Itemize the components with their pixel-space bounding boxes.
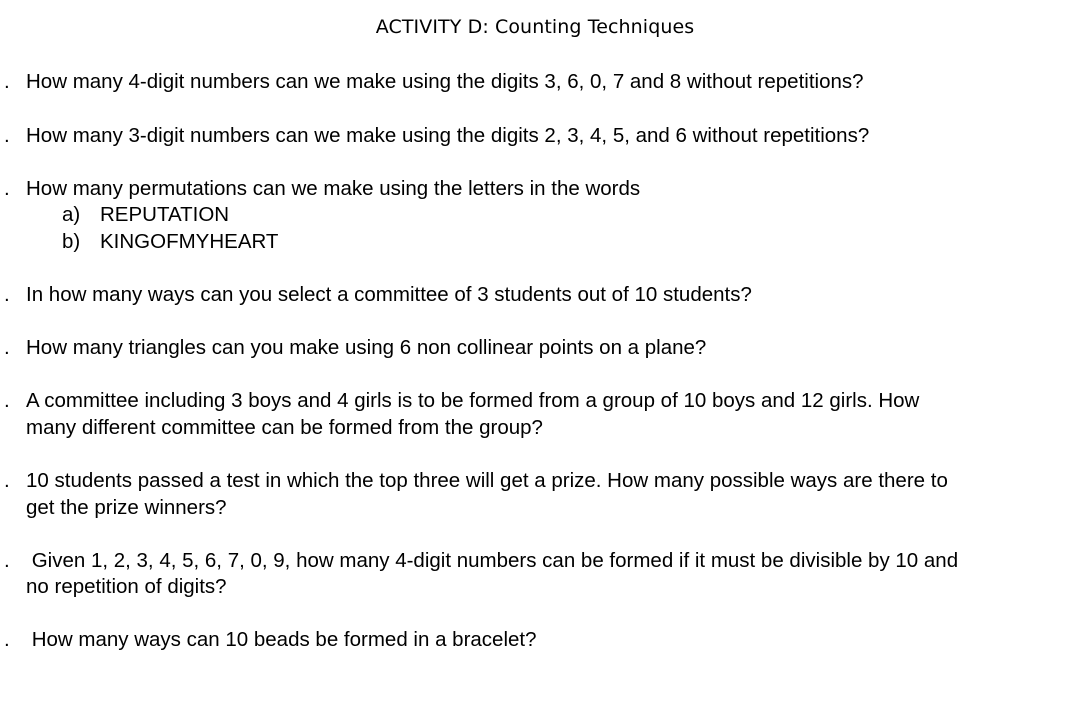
- question-bullet: .: [4, 177, 10, 200]
- question-text: How many 3-digit numbers can we make using the digits 2, 3, 4, 5, and 6 without repetitions?: [26, 124, 870, 147]
- question-bullet: .: [4, 336, 10, 359]
- question-text: 10 students passed a test in which the top three will get a prize. How many possible ways are there to: [26, 469, 948, 492]
- page-title: ACTIVITY D: Counting Techniques: [375, 16, 695, 38]
- sub-item-text: REPUTATION: [100, 203, 230, 226]
- question-bullet: .: [4, 124, 10, 147]
- sub-item-text: KINGOFMYHEART: [100, 230, 279, 253]
- question-text-continued: many different committee can be formed from the group?: [26, 416, 543, 439]
- sub-item-letter: a): [62, 203, 81, 226]
- question-text: How many 4-digit numbers can we make using the digits 3, 6, 0, 7 and 8 without repetitions?: [26, 70, 864, 93]
- sub-item: [62, 229, 278, 256]
- question-text: In how many ways can you select a committee of 3 students out of 10 students?: [26, 283, 752, 306]
- question-bullet: .: [4, 70, 10, 93]
- question-bullet: .: [4, 549, 10, 572]
- sub-item-letter: b): [62, 230, 81, 253]
- question-text: A committee including 3 boys and 4 girls is to be formed from a group of 10 boys and 12 girls. How: [26, 389, 920, 412]
- question-text: How many permutations can we make using the letters in the words: [26, 177, 641, 200]
- question-bullet: .: [4, 469, 10, 492]
- question-text-continued: get the prize winners?: [26, 496, 227, 519]
- question-text-continued: no repetition of digits?: [26, 575, 227, 598]
- question-text: How many triangles can you make using 6 non collinear points on a plane?: [26, 336, 707, 359]
- question-bullet: .: [4, 628, 10, 651]
- sub-item: [62, 202, 229, 229]
- question-text: Given 1, 2, 3, 4, 5, 6, 7, 0, 9, how many 4-digit numbers can be formed if it must be divisible by 10 and: [26, 549, 959, 572]
- question-text: How many ways can 10 beads be formed in a bracelet?: [26, 628, 537, 651]
- question-bullet: .: [4, 389, 10, 412]
- question-bullet: .: [4, 283, 10, 306]
